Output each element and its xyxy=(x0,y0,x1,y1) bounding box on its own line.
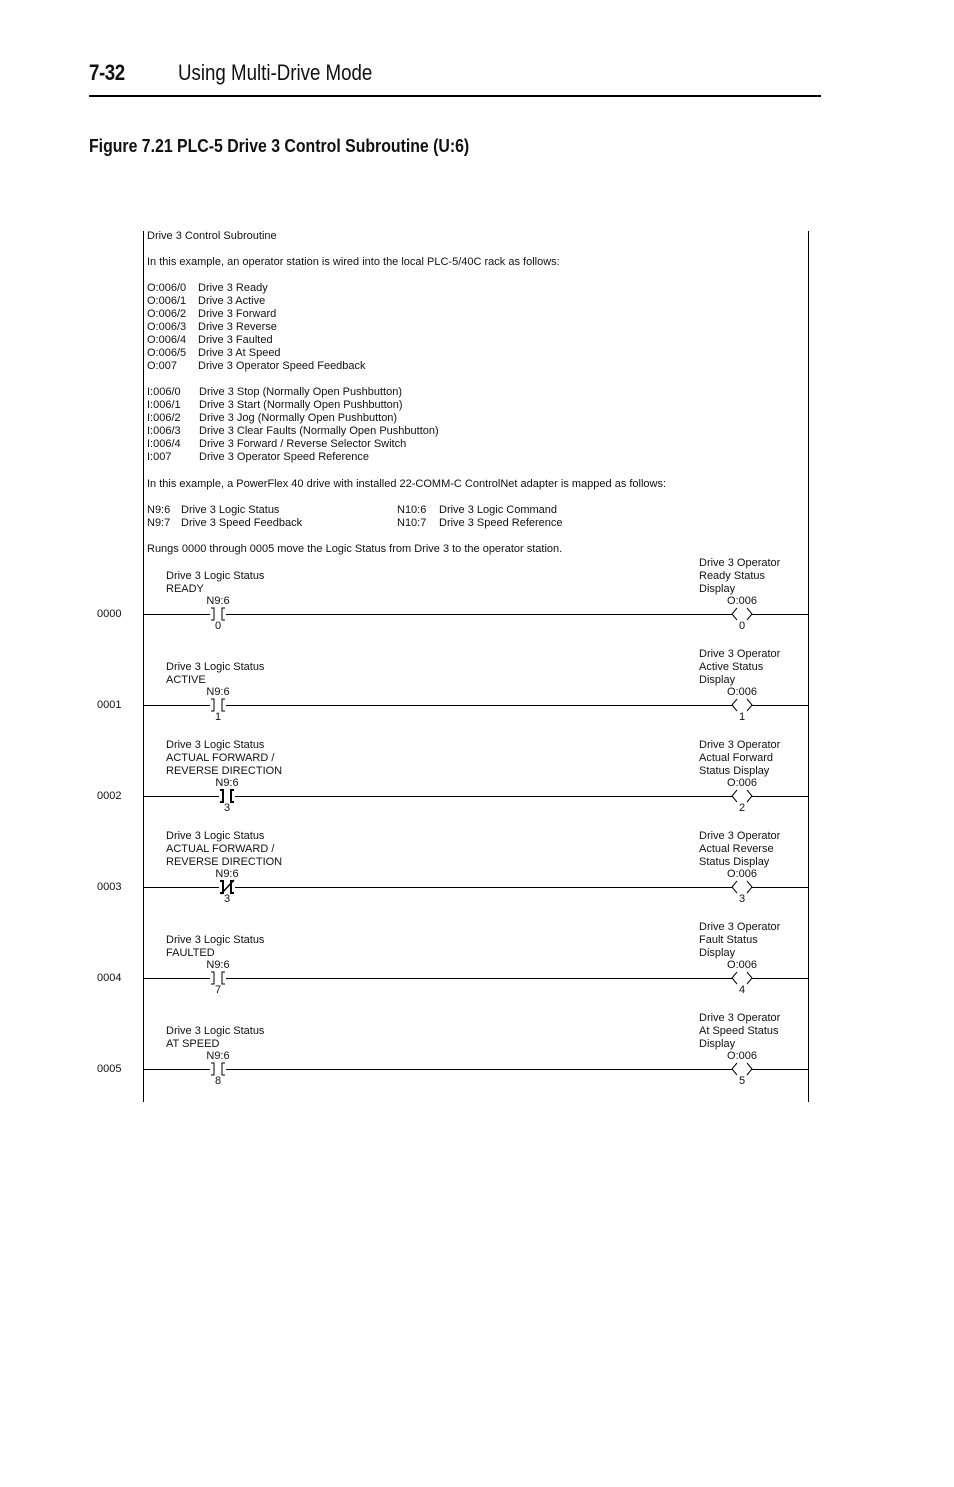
ladder-title: Drive 3 Control Subroutine xyxy=(147,230,277,242)
output-coil-icon xyxy=(727,788,757,804)
contact-bit: 3 xyxy=(223,893,231,905)
coil-description: Drive 3 Operator xyxy=(699,921,781,933)
contact-description: Drive 3 Logic Status xyxy=(166,1025,265,1037)
input-description: Drive 3 Jog (Normally Open Pushbutton) xyxy=(199,412,398,424)
rung-wire xyxy=(235,887,732,888)
coil-description: Drive 3 Operator xyxy=(699,830,781,842)
coil-address: O:006 xyxy=(727,868,757,880)
output-coil-icon xyxy=(727,879,757,895)
contact-address: N9:6 xyxy=(206,595,230,607)
right-power-rail xyxy=(808,231,809,1102)
contact-description: READY xyxy=(166,583,204,595)
input-address: I:006/3 xyxy=(147,425,181,437)
output-address: O:006/0 xyxy=(147,282,187,294)
contact-description: Drive 3 Logic Status xyxy=(166,830,265,842)
rung-wire xyxy=(752,1069,808,1070)
header-divider xyxy=(89,95,821,97)
mapping-address: N10:6 xyxy=(397,504,427,516)
contact-description: AT SPEED xyxy=(166,1038,220,1050)
output-address: O:006/3 xyxy=(147,321,187,333)
rung-wire xyxy=(752,705,808,706)
coil-description: Display xyxy=(699,1038,736,1050)
output-description: Drive 3 Faulted xyxy=(198,334,273,346)
input-description: Drive 3 Start (Normally Open Pushbutton) xyxy=(199,399,403,411)
rung-wire xyxy=(226,705,732,706)
output-address: O:006/4 xyxy=(147,334,187,346)
rung-number: 0002 xyxy=(97,790,122,802)
rung-wire xyxy=(143,614,210,615)
contact-description: ACTUAL FORWARD / xyxy=(166,752,275,764)
input-description: Drive 3 Clear Faults (Normally Open Pushbutton) xyxy=(199,425,439,437)
output-description: Drive 3 Ready xyxy=(198,282,268,294)
input-address: I:006/2 xyxy=(147,412,181,424)
mapping-description: Drive 3 Logic Status xyxy=(181,504,280,516)
section-number: 7-32 xyxy=(89,60,125,85)
normally-open-contact-icon xyxy=(203,697,233,713)
mapping-description: Drive 3 Logic Command xyxy=(439,504,557,516)
rung-wire xyxy=(143,705,210,706)
mapping-description: Drive 3 Speed Reference xyxy=(439,517,563,529)
input-description: Drive 3 Stop (Normally Open Pushbutton) xyxy=(199,386,402,398)
left-power-rail xyxy=(143,231,144,1102)
rung-wire xyxy=(752,978,808,979)
coil-description: Actual Reverse xyxy=(699,843,774,855)
output-coil-icon xyxy=(727,970,757,986)
coil-address: O:006 xyxy=(727,1050,757,1062)
coil-description: Display xyxy=(699,583,736,595)
rung-number: 0004 xyxy=(97,972,122,984)
contact-description: Drive 3 Logic Status xyxy=(166,739,265,751)
figure-caption: Figure 7.21 PLC-5 Drive 3 Control Subroutine (U:6) xyxy=(89,136,470,156)
coil-address: O:006 xyxy=(727,959,757,971)
input-address: I:006/0 xyxy=(147,386,181,398)
input-address: I:006/4 xyxy=(147,438,181,450)
coil-address: O:006 xyxy=(727,686,757,698)
coil-description: Status Display xyxy=(699,765,770,777)
output-coil-icon xyxy=(727,1061,757,1077)
input-description: Drive 3 Forward / Reverse Selector Switch xyxy=(199,438,407,450)
rung-wire xyxy=(752,887,808,888)
output-coil-icon xyxy=(727,697,757,713)
contact-description: ACTUAL FORWARD / xyxy=(166,843,275,855)
output-description: Drive 3 Forward xyxy=(198,308,277,320)
output-description: Drive 3 At Speed xyxy=(198,347,281,359)
mapping-address: N9:7 xyxy=(147,517,171,529)
contact-address: N9:6 xyxy=(215,868,239,880)
contact-address: N9:6 xyxy=(215,777,239,789)
contact-description: FAULTED xyxy=(166,947,215,959)
contact-address: N9:6 xyxy=(206,1050,230,1062)
rung-wire xyxy=(226,1069,732,1070)
rung-number: 0000 xyxy=(97,608,122,620)
intro-text: In this example, an operator station is wired into the local PLC-5/40C rack as follows: xyxy=(147,256,560,268)
coil-description: Drive 3 Operator xyxy=(699,557,781,569)
coil-description: Display xyxy=(699,947,736,959)
contact-address: N9:6 xyxy=(206,959,230,971)
coil-description: Actual Forward xyxy=(699,752,773,764)
input-address: I:007 xyxy=(147,451,172,463)
coil-bit: 5 xyxy=(738,1075,746,1087)
coil-bit: 1 xyxy=(738,711,746,723)
rung-wire xyxy=(235,796,732,797)
normally-open-contact-icon xyxy=(203,1061,233,1077)
coil-address: O:006 xyxy=(727,777,757,789)
coil-description: Fault Status xyxy=(699,934,758,946)
output-address: O:006/2 xyxy=(147,308,187,320)
normally-open-contact-icon xyxy=(203,606,233,622)
contact-description: ACTIVE xyxy=(166,674,206,686)
contact-description: Drive 3 Logic Status xyxy=(166,934,265,946)
section-title: Using Multi-Drive Mode xyxy=(178,60,373,85)
contact-description: Drive 3 Logic Status xyxy=(166,570,265,582)
coil-bit: 2 xyxy=(738,802,746,814)
rung-wire xyxy=(226,978,732,979)
rung-wire xyxy=(143,978,210,979)
rung-wire xyxy=(143,796,219,797)
coil-description: Display xyxy=(699,674,736,686)
mapping-address: N10:7 xyxy=(397,517,427,529)
normally-closed-contact-icon xyxy=(212,879,242,895)
contact-description: Drive 3 Logic Status xyxy=(166,661,265,673)
rung-wire xyxy=(226,614,732,615)
coil-description: Drive 3 Operator xyxy=(699,1012,781,1024)
input-address: I:006/1 xyxy=(147,399,181,411)
mapping-intro: In this example, a PowerFlex 40 drive with installed 22-COMM-C ControlNet adapter is mapped as follows: xyxy=(147,478,667,490)
normally-open-contact-icon xyxy=(203,970,233,986)
output-description: Drive 3 Operator Speed Feedback xyxy=(198,360,366,372)
input-description: Drive 3 Operator Speed Reference xyxy=(199,451,369,463)
output-coil-icon xyxy=(727,606,757,622)
rung-wire xyxy=(143,887,219,888)
rung-wire xyxy=(752,796,808,797)
rungs-note: Rungs 0000 through 0005 move the Logic Status from Drive 3 to the operator station. xyxy=(147,543,563,555)
rung-wire xyxy=(752,614,808,615)
output-address: O:007 xyxy=(147,360,177,372)
coil-description: Status Display xyxy=(699,856,770,868)
mapping-address: N9:6 xyxy=(147,504,171,516)
coil-description: Drive 3 Operator xyxy=(699,739,781,751)
coil-description: Ready Status xyxy=(699,570,766,582)
output-description: Drive 3 Active xyxy=(198,295,266,307)
mapping-description: Drive 3 Speed Feedback xyxy=(181,517,303,529)
contact-address: N9:6 xyxy=(206,686,230,698)
coil-description: At Speed Status xyxy=(699,1025,779,1037)
contact-bit: 8 xyxy=(214,1075,222,1087)
coil-bit: 3 xyxy=(738,893,746,905)
rung-wire xyxy=(143,1069,210,1070)
coil-description: Drive 3 Operator xyxy=(699,648,781,660)
rung-number: 0003 xyxy=(97,881,122,893)
coil-description: Active Status xyxy=(699,661,764,673)
output-description: Drive 3 Reverse xyxy=(198,321,277,333)
contact-bit: 3 xyxy=(223,802,231,814)
output-address: O:006/1 xyxy=(147,295,187,307)
coil-bit: 0 xyxy=(738,620,746,632)
output-address: O:006/5 xyxy=(147,347,187,359)
rung-number: 0005 xyxy=(97,1063,122,1075)
contact-description: REVERSE DIRECTION xyxy=(166,856,283,868)
contact-bit: 7 xyxy=(214,984,222,996)
contact-bit: 0 xyxy=(214,620,222,632)
contact-description: REVERSE DIRECTION xyxy=(166,765,283,777)
contact-bit: 1 xyxy=(214,711,222,723)
coil-address: O:006 xyxy=(727,595,757,607)
rung-number: 0001 xyxy=(97,699,122,711)
normally-open-contact-icon xyxy=(212,788,242,804)
coil-bit: 4 xyxy=(738,984,746,996)
